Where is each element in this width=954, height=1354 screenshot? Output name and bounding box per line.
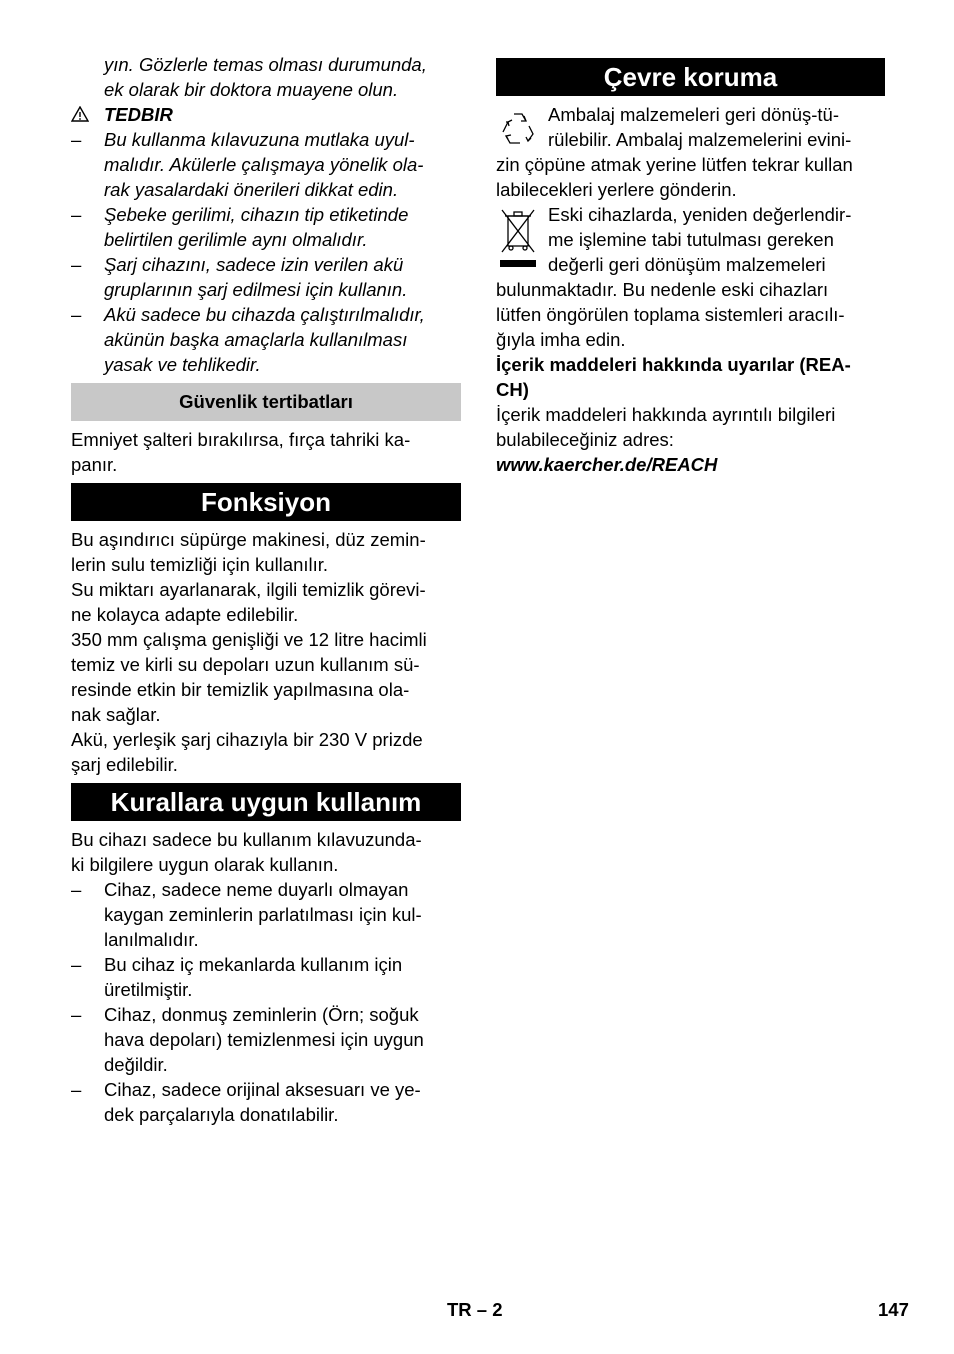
- function-line: ne kolayca adapte edilebilir.: [71, 604, 299, 625]
- reach-heading: İçerik maddeleri hakkında uyarılar (REA-: [496, 354, 851, 375]
- usage-item-line: dek parçalarıyla donatılabilir.: [104, 1104, 339, 1125]
- caution-item-line: Şarj cihazını, sadece izin verilen akü: [104, 254, 404, 275]
- footer-section: TR – 2: [447, 1299, 503, 1320]
- weee-line: me işlemine tabi tutulması gereken: [548, 229, 834, 250]
- usage-item-line: Cihaz, sadece neme duyarlı olmayan: [104, 879, 409, 900]
- intro-line: yın. Gözlerle temas olması durumunda,: [104, 54, 427, 75]
- list-dash: –: [71, 879, 82, 900]
- warning-triangle-icon: [71, 106, 89, 127]
- usage-item-line: Cihaz, sadece orijinal aksesuarı ve ye-: [104, 1079, 421, 1100]
- function-line: Akü, yerleşik şarj cihazıyla bir 230 V prizde: [71, 729, 423, 750]
- caution-item-line: belirtilen gerilimle aynı olmalıdır.: [104, 229, 368, 250]
- recycle-line: Ambalaj malzemeleri geri dönüş-tü-: [548, 104, 839, 125]
- function-line: lerin sulu temizliği için kullanılır.: [71, 554, 329, 575]
- list-dash: –: [71, 254, 82, 275]
- usage-item-line: lanılmalıdır.: [104, 929, 199, 950]
- recycle-icon: [498, 108, 538, 153]
- function-line: 350 mm çalışma genişliği ve 12 litre hacimli: [71, 629, 427, 650]
- recycle-line: labilecekleri yerlere gönderin.: [496, 179, 737, 200]
- usage-item-line: Cihaz, donmuş zeminlerin (Örn; soğuk: [104, 1004, 419, 1025]
- caution-item-line: yasak ve tehlikedir.: [104, 354, 261, 375]
- usage-item-line: kaygan zeminlerin parlatılması için kul-: [104, 904, 422, 925]
- reach-link: www.kaercher.de/REACH: [496, 454, 718, 475]
- section-heading-usage: Kurallara uygun kullanım: [71, 783, 461, 821]
- function-line: Bu aşındırıcı süpürge makinesi, düz zemin-: [71, 529, 426, 550]
- section-heading-environment: Çevre koruma: [496, 58, 885, 96]
- usage-item-line: değildir.: [104, 1054, 168, 1075]
- page-number: 147: [878, 1299, 909, 1320]
- safety-line: Emniyet şalteri bırakılırsa, fırça tahriki ka-: [71, 429, 411, 450]
- reach-line: İçerik maddeleri hakkında ayrıntılı bilgileri: [496, 404, 836, 425]
- list-dash: –: [71, 954, 82, 975]
- reach-line: bulabileceğiniz adres:: [496, 429, 674, 450]
- section-heading-function: Fonksiyon: [71, 483, 461, 521]
- weee-line: değerli geri dönüşüm malzemeleri: [548, 254, 826, 275]
- safety-line: panır.: [71, 454, 118, 475]
- recycle-line: zin çöpüne atmak yerine lütfen tekrar kullan: [496, 154, 853, 175]
- list-dash: –: [71, 129, 82, 150]
- usage-intro-line: Bu cihazı sadece bu kullanım kılavuzunda-: [71, 829, 422, 850]
- caution-item-line: Şebeke gerilimi, cihazın tip etiketinde: [104, 204, 409, 225]
- usage-intro-line: ki bilgilere uygun olarak kullanın.: [71, 854, 339, 875]
- function-line: resinde etkin bir temizlik yapılmasına ola-: [71, 679, 410, 700]
- list-dash: –: [71, 1079, 82, 1100]
- weee-line: Eski cihazlarda, yeniden değerlendir-: [548, 204, 852, 225]
- function-line: nak sağlar.: [71, 704, 161, 725]
- list-dash: –: [71, 1004, 82, 1025]
- usage-item-line: Bu cihaz iç mekanlarda kullanım için: [104, 954, 403, 975]
- caution-label: TEDBIR: [104, 104, 173, 125]
- intro-line: ek olarak bir doktora muayene olun.: [104, 79, 399, 100]
- weee-line: bulunmaktadır. Bu nedenle eski cihazları: [496, 279, 829, 300]
- weee-line: ğıyla imha edin.: [496, 329, 626, 350]
- weee-line: lütfen öngörülen toplama sistemleri aracılı-: [496, 304, 845, 325]
- function-line: Su miktarı ayarlanarak, ilgili temizlik görevi-: [71, 579, 426, 600]
- caution-item-line: Bu kullanma kılavuzuna mutlaka uyul-: [104, 129, 415, 150]
- section-heading-safety: Güvenlik tertibatları: [71, 383, 461, 421]
- function-line: temiz ve kirli su depoları uzun kullanım sü-: [71, 654, 420, 675]
- caution-item-line: akünün başka amaçlarla kullanılması: [104, 329, 408, 350]
- caution-item-line: Akü sadece bu cihazda çalıştırılmalıdır,: [104, 304, 425, 325]
- usage-item-line: üretilmiştir.: [104, 979, 193, 1000]
- caution-item-line: gruplarının şarj edilmesi için kullanın.: [104, 279, 408, 300]
- function-line: şarj edilebilir.: [71, 754, 178, 775]
- caution-item-line: malıdır. Akülerle çalışmaya yönelik ola-: [104, 154, 424, 175]
- list-dash: –: [71, 204, 82, 225]
- crossed-bin-icon: [498, 206, 538, 279]
- recycle-line: rülebilir. Ambalaj malzemelerini evini-: [548, 129, 852, 150]
- reach-heading: CH): [496, 379, 529, 400]
- usage-item-line: hava depoları) temizlenmesi için uygun: [104, 1029, 424, 1050]
- list-dash: –: [71, 304, 82, 325]
- caution-item-line: rak yasalardaki önerileri dikkat edin.: [104, 179, 399, 200]
